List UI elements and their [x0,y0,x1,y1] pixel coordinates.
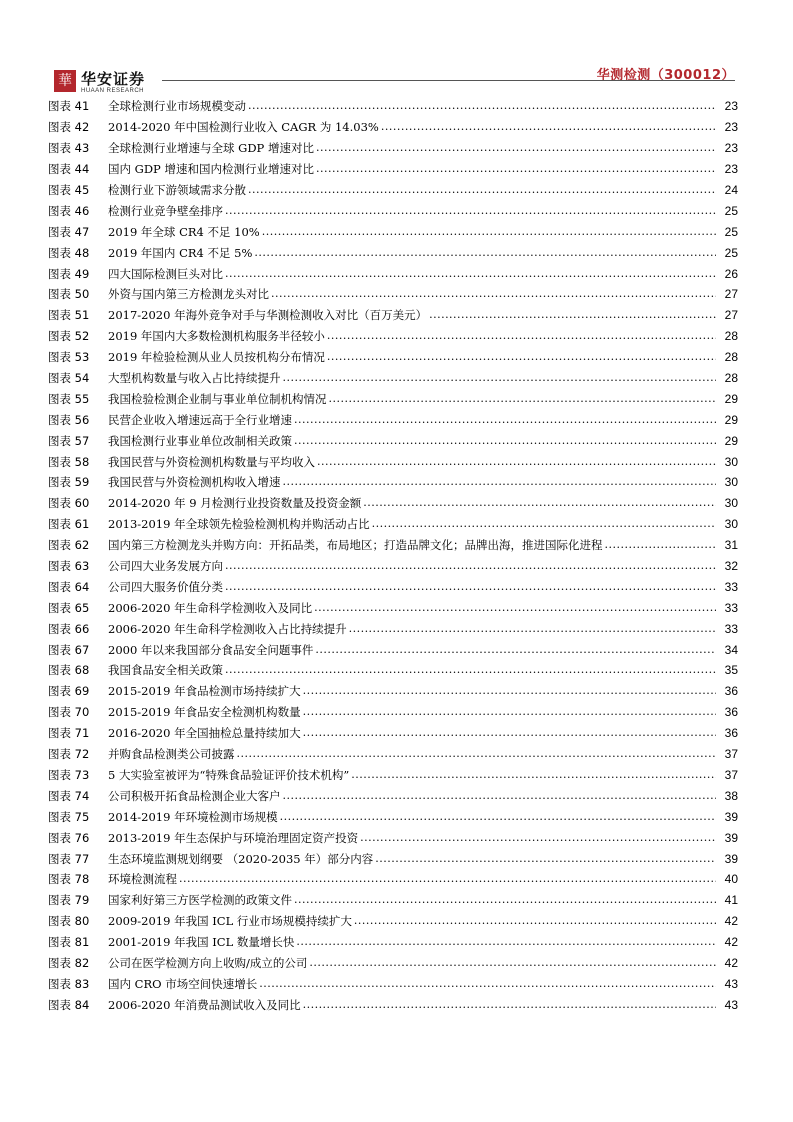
figure-title: 2006-2020 年生命科学检测收入占比持续提升 [108,621,347,636]
page-number: 29 [724,391,738,406]
page-number: 36 [724,684,738,699]
figure-number: 图表 55 [48,391,90,406]
toc-entry[interactable] [48,973,738,994]
figure-number: 图表 67 [48,642,90,657]
dot-leader [605,538,717,552]
dot-leader [294,893,716,907]
toc-entry[interactable] [48,430,738,451]
figure-title: 我国民营与外资检测机构收入增速 [108,475,281,490]
figure-number: 图表 83 [48,976,90,991]
dot-leader [225,559,716,573]
figure-number: 图表 76 [48,830,90,845]
toc-entry[interactable] [48,911,738,932]
figure-title: 全球检测行业增速与全球 GDP 增速对比 [108,141,314,156]
page-number: 30 [724,517,738,532]
toc-entry[interactable] [48,765,738,786]
figure-title: 我国检验检测企业制与事业单位制机构情况 [108,391,327,406]
figure-number: 图表 56 [48,412,90,427]
dot-leader [254,246,716,260]
figure-title: 2001-2019 年我国 ICL 数量增长快 [108,935,295,950]
dot-leader [225,204,716,218]
dot-leader [314,601,716,615]
figure-title: 公司四大业务发展方向 [108,559,223,574]
figure-number: 图表 44 [48,162,90,177]
figure-number: 图表 52 [48,329,90,344]
toc-entry[interactable] [48,932,738,953]
figure-number: 图表 84 [48,997,90,1012]
page-number: 34 [724,642,738,657]
page-number: 23 [724,99,738,114]
toc-entry[interactable] [48,159,738,180]
page-number: 27 [724,287,738,302]
figure-number: 图表 41 [48,99,90,114]
page-number: 23 [724,162,738,177]
figure-title: 生态环境监测规划纲要 （2020-2035 年）部分内容 [108,851,374,866]
figure-number: 图表 68 [48,663,90,678]
page-number: 39 [724,851,738,866]
dot-leader [271,287,716,301]
figure-number: 图表 50 [48,287,90,302]
toc-entry[interactable] [48,388,738,409]
figure-number: 图表 42 [48,120,90,135]
dot-leader [179,872,716,886]
dot-leader [296,935,716,949]
logo-subtext: HUAAN RESEARCH [81,88,145,94]
logo-text: 华安证券 [81,70,146,88]
figure-title: 2016-2020 年全国抽检总量持续加大 [108,726,301,741]
figure-title: 国内第三方检测龙头并购方向：开拓品类，布局地区；打造品牌文化；品牌出海，推进国际化进程 [108,538,603,553]
dot-leader [303,705,716,719]
toc-entry[interactable] [48,535,738,556]
toc-entry[interactable] [48,953,738,974]
figure-number: 图表 80 [48,914,90,929]
page-number: 33 [724,579,738,594]
page-number: 29 [724,433,738,448]
figure-title: 2019 年检验检测从业人员按机构分布情况 [108,350,325,365]
dot-leader [363,496,716,510]
dot-leader [283,789,717,803]
page-number: 33 [724,621,738,636]
figure-title: 2015-2019 年食品检测市场持续扩大 [108,684,301,699]
page-number: 30 [724,454,738,469]
dot-leader [303,998,716,1012]
figure-number: 图表 75 [48,809,90,824]
figure-number: 图表 72 [48,747,90,762]
figure-title: 检测行业下游领域需求分散 [108,183,246,197]
dot-leader [283,475,717,489]
page-number: 36 [724,726,738,741]
page-number: 30 [724,475,738,490]
figure-title: 环境检测流程 [108,872,177,887]
figure-number: 图表 45 [48,183,90,197]
figure-number: 图表 60 [48,496,90,511]
page-number: 41 [724,893,738,908]
figure-title: 国内 CRO 市场空间快速增长 [108,976,258,991]
toc-entry[interactable] [48,96,738,117]
toc-entry[interactable] [48,618,738,639]
dot-leader [360,831,716,845]
figure-number: 图表 61 [48,517,90,532]
dot-leader [283,371,717,385]
figure-title: 民营企业收入增速远高于全行业增速 [108,412,292,427]
figure-number: 图表 49 [48,266,90,281]
figure-title: 2014-2020 年中国检测行业收入 CAGR 为 14.03% [108,120,379,135]
figure-number: 图表 81 [48,935,90,950]
dot-leader [259,977,716,991]
figure-title: 2017-2020 年海外竞争对手与华测检测收入对比（百万美元） [108,308,428,323]
figure-number: 图表 63 [48,559,90,574]
figure-title: 2019 年全球 CR4 不足 10% [108,224,260,239]
figure-title: 四大国际检测巨头对比 [108,266,223,281]
toc-entry[interactable] [48,869,738,890]
page-number: 42 [724,935,738,950]
figure-title: 检测行业竞争壁垒排序 [108,203,223,218]
figure-number: 图表 71 [48,726,90,741]
dot-leader [316,141,716,155]
toc-entry[interactable] [48,326,738,347]
page-number: 42 [724,914,738,929]
dot-leader [349,622,716,636]
figure-number: 图表 77 [48,851,90,866]
dot-leader [429,308,716,322]
toc-entry[interactable] [48,200,738,221]
dot-leader [294,434,716,448]
dot-leader [225,663,716,677]
logo-icon: 華 [54,70,76,92]
page-number: 31 [724,538,738,553]
page-number: 26 [724,266,738,281]
toc-entry[interactable] [48,556,738,577]
page-number: 37 [724,767,738,782]
toc-entry[interactable] [48,221,738,242]
page-number: 25 [724,224,738,239]
figure-title: 5 大实验室被评为“特殊食品验证评价技术机构” [108,767,350,782]
toc-entry[interactable] [48,368,738,389]
figure-title: 2019 年国内大多数检测机构服务半径较小 [108,329,325,344]
page-number: 39 [724,830,738,845]
report-title: 华测检测（300012） [596,68,735,83]
toc-entry[interactable] [48,451,738,472]
figure-number: 图表 59 [48,475,90,490]
page-number: 25 [724,245,738,260]
dot-leader [280,810,716,824]
figure-number: 图表 79 [48,893,90,908]
figure-number: 图表 82 [48,955,90,970]
toc-entry[interactable] [48,514,738,535]
dot-leader [237,747,717,761]
figure-number: 图表 53 [48,350,90,365]
dot-leader [294,413,716,427]
figure-title: 国内 GDP 增速和国内检测行业增速对比 [108,162,314,177]
toc-entry[interactable] [48,702,738,723]
toc-entry[interactable] [48,180,738,201]
toc-entry[interactable] [48,472,738,493]
page-number: 23 [724,141,738,156]
figure-title: 2000 年以来我国部分食品安全问题事件 [108,642,314,657]
dot-leader [248,99,716,113]
page-number: 42 [724,955,738,970]
figure-number: 图表 66 [48,621,90,636]
figure-number: 图表 74 [48,788,90,803]
toc-entry[interactable] [48,723,738,744]
figure-number: 图表 48 [48,245,90,260]
toc-entry[interactable] [48,639,738,660]
page-number: 27 [724,308,738,323]
figure-number: 图表 78 [48,872,90,887]
figure-number: 图表 54 [48,371,90,386]
page-header [0,0,793,100]
page-number: 43 [724,976,738,991]
toc-entry[interactable] [48,785,738,806]
toc-entry[interactable] [48,806,738,827]
page-number: 29 [724,412,738,427]
toc-entry[interactable] [48,493,738,514]
page-number: 23 [724,120,738,135]
figure-number: 图表 46 [48,203,90,218]
toc-entry[interactable] [48,597,738,618]
figure-title: 2019 年国内 CR4 不足 5% [108,245,253,260]
figure-title: 并购食品检测类公司披露 [108,747,235,762]
dot-leader [351,768,716,782]
dot-leader [327,329,716,343]
dot-leader [354,914,716,928]
toc-entry[interactable] [48,117,738,138]
figure-title: 2014-2020 年 9 月检测行业投资数量及投资金额 [108,496,362,511]
figure-title: 全球检测行业市场规模变动 [108,99,246,114]
page-number: 33 [724,600,738,615]
page-number: 39 [724,809,738,824]
dot-leader [248,183,716,197]
figure-title: 2013-2019 年生态保护与环境治理固定资产投资 [108,830,359,845]
figure-title: 公司四大服务价值分类 [108,579,223,594]
figure-number: 图表 51 [48,308,90,323]
page-number: 43 [724,997,738,1012]
page-number: 37 [724,747,738,762]
figure-number: 图表 69 [48,684,90,699]
dot-leader [372,517,716,531]
figure-title: 外资与国内第三方检测龙头对比 [108,287,269,302]
figure-number: 图表 65 [48,600,90,615]
dot-leader [327,350,716,364]
figure-number: 图表 47 [48,224,90,239]
page-number: 28 [724,371,738,386]
figure-title: 2013-2019 年全球领先检验检测机构并购活动占比 [108,517,370,532]
figure-title: 2006-2020 年消费品测试收入及同比 [108,997,301,1012]
dot-leader [381,120,716,134]
toc-entry[interactable] [48,890,738,911]
toc-entry[interactable] [48,284,738,305]
figure-title: 2009-2019 年我国 ICL 行业市场规模持续扩大 [108,914,352,929]
toc-entry[interactable] [48,138,738,159]
figure-title: 我国检测行业事业单位改制相关政策 [108,433,292,448]
dot-leader [375,852,716,866]
page-number: 35 [724,663,738,678]
dot-leader [317,455,716,469]
figure-title: 我国食品安全相关政策 [108,663,223,678]
page-number: 38 [724,788,738,803]
figure-list [48,96,738,1015]
toc-entry[interactable] [48,848,738,869]
figure-title: 2014-2019 年环境检测市场规模 [108,809,278,824]
toc-entry[interactable] [48,347,738,368]
figure-number: 图表 70 [48,705,90,720]
toc-entry[interactable] [48,409,738,430]
toc-entry[interactable] [48,827,738,848]
page-number: 40 [724,872,738,887]
figure-title: 2015-2019 年食品安全检测机构数量 [108,705,301,720]
dot-leader [225,580,716,594]
figure-number: 图表 58 [48,454,90,469]
page-number: 32 [724,559,738,574]
toc-entry[interactable] [48,681,738,702]
page-number: 30 [724,496,738,511]
dot-leader [315,643,716,657]
dot-leader [262,225,716,239]
figure-title: 公司积极开拓食品检测企业大客户 [108,788,281,803]
toc-entry[interactable] [48,994,738,1015]
figure-title: 公司在医学检测方向上收购/成立的公司 [108,955,308,970]
header-divider [162,80,735,81]
dot-leader [225,267,716,281]
toc-entry[interactable] [48,744,738,765]
dot-leader [316,162,716,176]
page-number: 25 [724,203,738,218]
figure-number: 图表 57 [48,433,90,448]
figure-title: 2006-2020 年生命科学检测收入及同比 [108,600,313,615]
dot-leader [309,956,716,970]
page-number: 28 [724,329,738,344]
toc-entry[interactable] [48,576,738,597]
page-number: 28 [724,350,738,365]
toc-entry[interactable] [48,660,738,681]
figure-number: 图表 62 [48,538,90,553]
toc-entry[interactable] [48,263,738,284]
dot-leader [303,684,716,698]
figure-title: 我国民营与外资检测机构数量与平均收入 [108,454,315,469]
figure-number: 图表 73 [48,767,90,782]
dot-leader [303,726,716,740]
figure-number: 图表 64 [48,579,90,594]
dot-leader [329,392,717,406]
figure-number: 图表 43 [48,141,90,156]
page-number: 24 [724,183,738,197]
toc-entry[interactable] [48,305,738,326]
page-number: 36 [724,705,738,720]
figure-title: 国家利好第三方医学检测的政策文件 [108,893,292,908]
toc-entry[interactable] [48,242,738,263]
figure-title: 大型机构数量与收入占比持续提升 [108,371,281,386]
